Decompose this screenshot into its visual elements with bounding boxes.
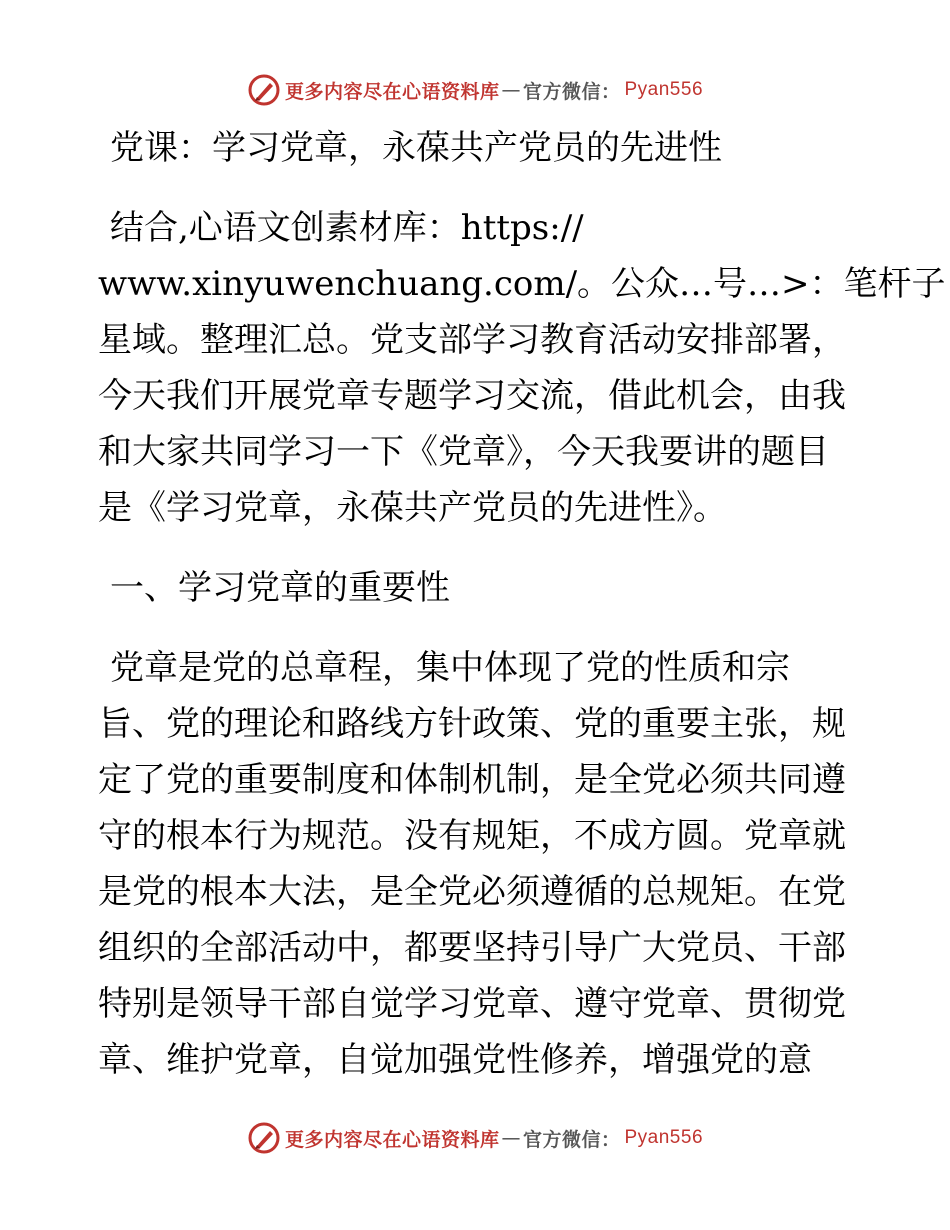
document-title: 党课：学习党章，永葆共产党员的先进性 xyxy=(110,128,722,168)
body-line-7: 特别是领导干部自觉学习党章、遵守党章、贯彻党 xyxy=(98,984,846,1024)
intro-line-2: www.xinyuwenchuang.com/。公众…号…>：笔杆子 xyxy=(98,264,946,304)
intro-line-3: 星域。整理汇总。党支部学习教育活动安排部署， xyxy=(98,320,846,360)
watermark-wechat-id: Pyan556 xyxy=(624,1127,704,1148)
body-line-5: 是党的根本大法，是全党必须遵循的总规矩。在党 xyxy=(98,872,846,912)
header-watermark xyxy=(0,70,950,110)
pen-logo-icon xyxy=(247,1121,281,1155)
intro-line-1: 结合,心语文创素材库：https:// xyxy=(110,208,584,248)
watermark-side-text: 官方微信： xyxy=(522,1128,621,1151)
pen-logo-icon xyxy=(247,73,281,107)
intro-line-4: 今天我们开展党章专题学习交流，借此机会，由我 xyxy=(98,376,846,416)
watermark-dash: — xyxy=(501,1127,521,1149)
body-line-2: 旨、党的理论和路线方针政策、党的重要主张，规 xyxy=(98,704,846,744)
intro-line-6: 是《学习党章，永葆共产党员的先进性》。 xyxy=(98,488,727,528)
watermark-wechat-id: Pyan556 xyxy=(624,79,704,100)
body-line-1: 党章是党的总章程，集中体现了党的性质和宗 xyxy=(110,648,790,688)
watermark-dash: — xyxy=(501,79,521,101)
body-line-4: 守的根本行为规范。没有规矩，不成方圆。党章就 xyxy=(98,816,846,856)
footer-watermark xyxy=(0,1118,950,1158)
watermark-main-text: 更多内容尽在心语资料库 xyxy=(284,1128,500,1151)
intro-line-5: 和大家共同学习一下《党章》，今天我要讲的题目 xyxy=(98,432,829,472)
watermark-main-text: 更多内容尽在心语资料库 xyxy=(284,80,500,103)
body-line-6: 组织的全部活动中，都要坚持引导广大党员、干部 xyxy=(98,928,846,968)
section-heading: 一、学习党章的重要性 xyxy=(110,568,450,608)
watermark-side-text: 官方微信： xyxy=(522,80,621,103)
document-body xyxy=(98,120,946,1088)
body-line-8: 章、维护党章，自觉加强党性修养，增强党的意 xyxy=(98,1040,812,1080)
body-line-3: 定了党的重要制度和体制机制，是全党必须共同遵 xyxy=(98,760,846,800)
